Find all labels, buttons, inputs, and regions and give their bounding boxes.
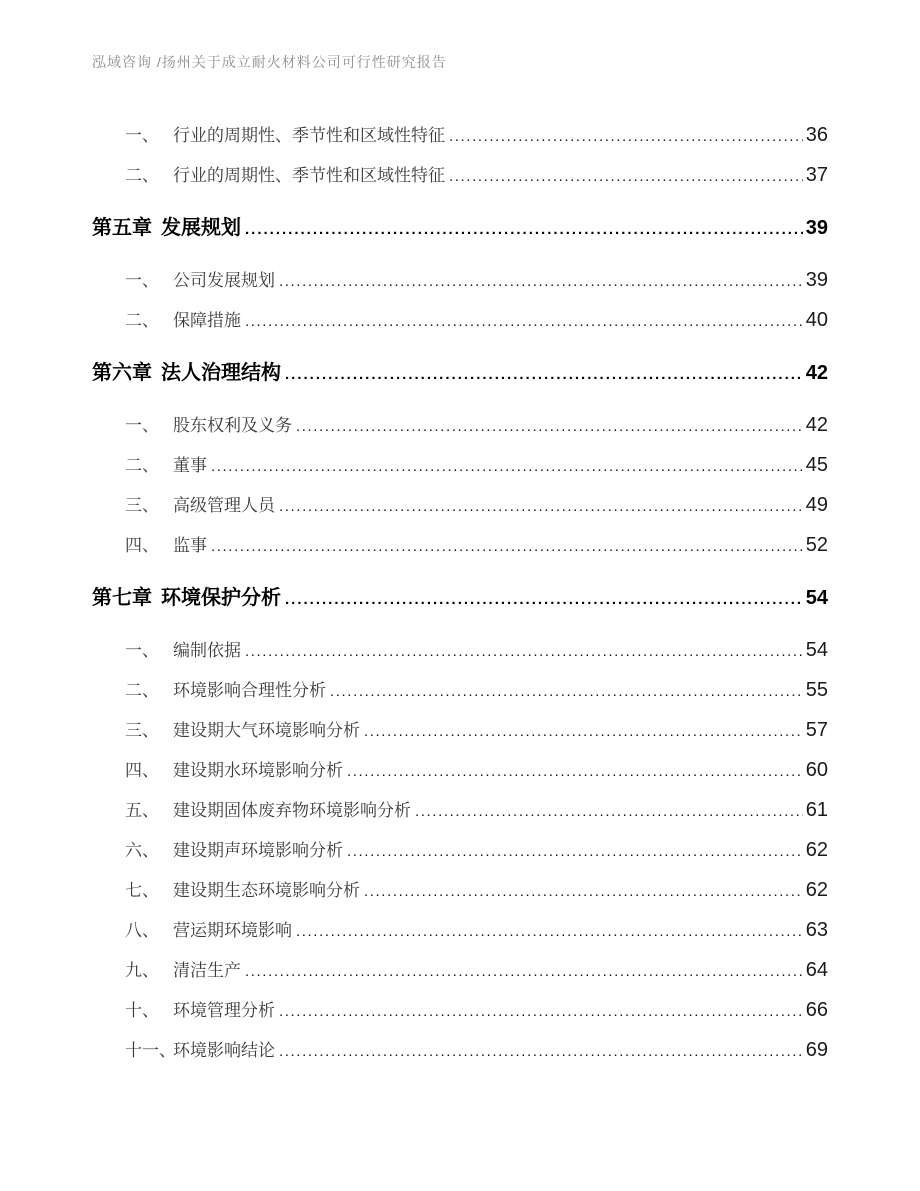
toc-entry-number: 一、 (125, 126, 159, 145)
toc-entry-page: 69 (805, 1039, 828, 1061)
toc-entry-page: 40 (805, 309, 828, 331)
toc-entry-page: 62 (805, 839, 828, 861)
dot-leader (364, 871, 803, 912)
toc-entry-title: 环境保护分析 (161, 587, 281, 609)
toc-entry-page: 49 (805, 494, 828, 516)
dot-leader (279, 1031, 803, 1072)
dot-leader (285, 351, 803, 397)
toc-entry-number: 第七章 (92, 587, 152, 609)
toc-entry-title: 法人治理结构 (161, 362, 281, 384)
toc-item-entry[interactable] (92, 1030, 828, 1070)
toc-item-entry[interactable] (92, 670, 828, 710)
toc-item-entry[interactable] (92, 830, 828, 870)
toc-entry-page: 54 (805, 639, 828, 661)
toc-entry-page: 42 (805, 414, 828, 436)
toc-entry-page: 37 (805, 164, 828, 186)
toc-entry-title: 环境影响合理性分析 (173, 681, 326, 700)
table-of-contents (92, 115, 828, 1070)
toc-entry-page: 64 (805, 959, 828, 981)
dot-leader (330, 671, 803, 712)
toc-entry-title: 建设期大气环境影响分析 (173, 721, 360, 740)
toc-entry-title: 环境管理分析 (173, 1001, 275, 1020)
toc-entry-number: 第六章 (92, 362, 152, 384)
toc-entry-title: 建设期固体废弃物环境影响分析 (173, 801, 411, 820)
dot-leader (449, 116, 803, 157)
toc-entry-title: 发展规划 (161, 217, 241, 239)
toc-entry-page: 60 (805, 759, 828, 781)
toc-entry-number: 七、 (125, 881, 159, 900)
toc-item-entry[interactable] (92, 525, 828, 565)
toc-entry-number: 三、 (125, 496, 159, 515)
toc-entry-title: 行业的周期性、季节性和区域性特征 (173, 166, 445, 185)
toc-entry-number: 二、 (125, 681, 159, 700)
toc-entry-title: 建设期水环境影响分析 (173, 761, 343, 780)
toc-entry-page: 39 (805, 217, 828, 239)
toc-entry-title: 董事 (173, 456, 207, 475)
toc-entry-number: 第五章 (92, 217, 152, 239)
toc-item-entry[interactable] (92, 260, 828, 300)
toc-entry-page: 42 (805, 362, 828, 384)
toc-entry-number: 一、 (125, 641, 159, 660)
toc-item-entry[interactable] (92, 950, 828, 990)
toc-entry-number: 十一、 (125, 1041, 176, 1060)
toc-item-entry[interactable] (92, 155, 828, 195)
toc-entry-page: 45 (805, 454, 828, 476)
toc-entry-number: 十、 (125, 1001, 159, 1020)
document-header (92, 52, 447, 72)
toc-entry-number: 四、 (125, 761, 159, 780)
toc-entry-title: 环境影响结论 (173, 1041, 275, 1060)
toc-entry-number: 二、 (125, 166, 159, 185)
toc-entry-page: 39 (805, 269, 828, 291)
dot-leader (415, 791, 803, 832)
toc-entry-number: 三、 (125, 721, 159, 740)
toc-chapter-entry[interactable] (92, 351, 828, 395)
toc-entry-page: 63 (805, 919, 828, 941)
toc-entry-number: 二、 (125, 456, 159, 475)
dot-leader (245, 951, 803, 992)
dot-leader (296, 911, 803, 952)
toc-entry-number: 九、 (125, 961, 159, 980)
toc-item-entry[interactable] (92, 300, 828, 340)
toc-entry-page: 52 (805, 534, 828, 556)
toc-entry-title: 营运期环境影响 (173, 921, 292, 940)
toc-item-entry[interactable] (92, 630, 828, 670)
toc-chapter-entry[interactable] (92, 206, 828, 250)
dot-leader (279, 261, 803, 302)
toc-entry-title: 保障措施 (173, 311, 241, 330)
toc-item-entry[interactable] (92, 485, 828, 525)
dot-leader (449, 156, 803, 197)
dot-leader (296, 406, 803, 447)
toc-item-entry[interactable] (92, 910, 828, 950)
toc-entry-title: 建设期生态环境影响分析 (173, 881, 360, 900)
dot-leader (279, 486, 803, 527)
toc-entry-title: 编制依据 (173, 641, 241, 660)
toc-entry-page: 61 (805, 799, 828, 821)
toc-entry-number: 五、 (125, 801, 159, 820)
toc-entry-number: 一、 (125, 271, 159, 290)
toc-item-entry[interactable] (92, 115, 828, 155)
dot-leader (347, 751, 803, 792)
toc-item-entry[interactable] (92, 710, 828, 750)
toc-item-entry[interactable] (92, 405, 828, 445)
toc-entry-page: 36 (805, 124, 828, 146)
toc-entry-title: 清洁生产 (173, 961, 241, 980)
dot-leader (245, 631, 803, 672)
toc-entry-title: 高级管理人员 (173, 496, 275, 515)
toc-entry-title: 建设期声环境影响分析 (173, 841, 343, 860)
toc-item-entry[interactable] (92, 990, 828, 1030)
toc-entry-title: 行业的周期性、季节性和区域性特征 (173, 126, 445, 145)
dot-leader (211, 446, 803, 487)
toc-entry-title: 股东权利及义务 (173, 416, 292, 435)
toc-entry-number: 一、 (125, 416, 159, 435)
toc-entry-title: 监事 (173, 536, 207, 555)
toc-item-entry[interactable] (92, 445, 828, 485)
dot-leader (245, 301, 803, 342)
toc-entry-number: 八、 (125, 921, 159, 940)
toc-chapter-entry[interactable] (92, 576, 828, 620)
dot-leader (347, 831, 803, 872)
header-text: 泓域咨询 /扬州关于成立耐火材料公司可行性研究报告 (92, 54, 447, 70)
toc-entry-page: 66 (805, 999, 828, 1021)
toc-entry-page: 57 (805, 719, 828, 741)
toc-entry-number: 四、 (125, 536, 159, 555)
toc-entry-page: 62 (805, 879, 828, 901)
dot-leader (285, 576, 803, 622)
toc-item-entry[interactable] (92, 790, 828, 830)
toc-entry-page: 54 (805, 587, 828, 609)
toc-entry-page: 55 (805, 679, 828, 701)
toc-item-entry[interactable] (92, 870, 828, 910)
dot-leader (245, 206, 803, 252)
toc-entry-number: 二、 (125, 311, 159, 330)
toc-entry-title: 公司发展规划 (173, 271, 275, 290)
toc-entry-number: 六、 (125, 841, 159, 860)
dot-leader (279, 991, 803, 1032)
toc-item-entry[interactable] (92, 750, 828, 790)
dot-leader (211, 526, 803, 567)
dot-leader (364, 711, 803, 752)
